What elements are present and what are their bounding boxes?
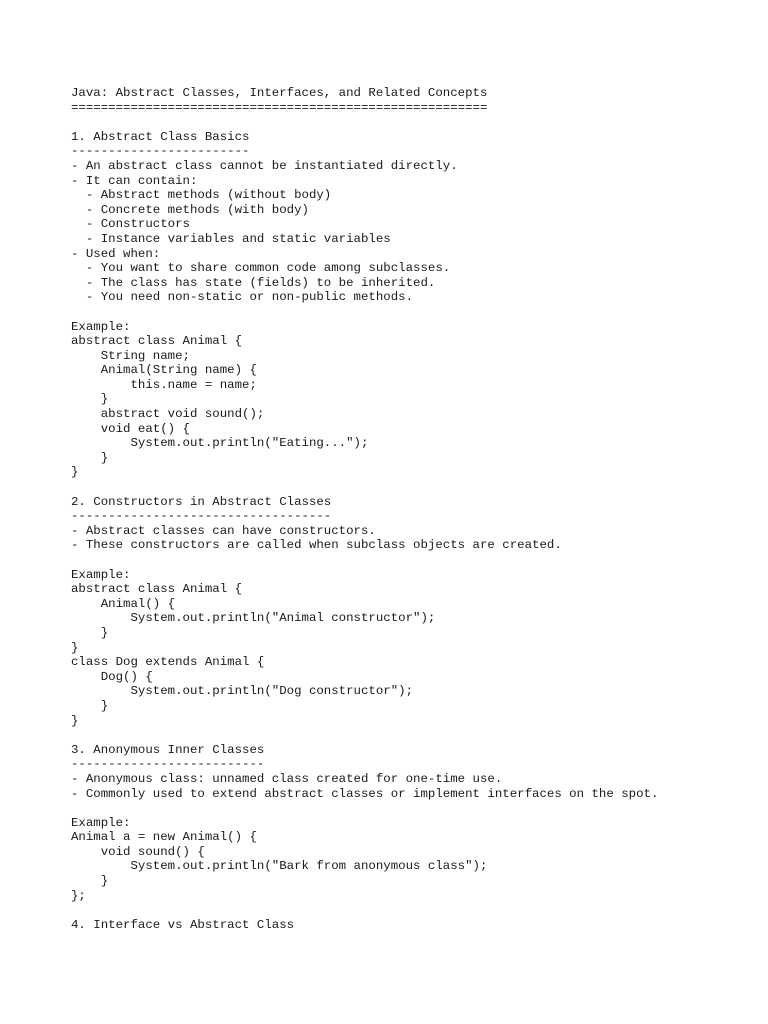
sub-bullet-line: - Concrete methods (with body) <box>71 202 309 217</box>
title-underline: ======================================================== <box>71 100 488 115</box>
example-label: Example: <box>71 319 131 334</box>
code-line: } <box>71 640 79 655</box>
bullet-line: - Commonly used to extend abstract classes or implement interfaces on the spot. <box>71 786 659 801</box>
section-heading-4: 4. Interface vs Abstract Class <box>71 917 295 932</box>
sub-bullet-line: - Instance variables and static variables <box>71 231 391 246</box>
document-title: Java: Abstract Classes, Interfaces, and Related Concepts <box>71 86 488 100</box>
blank-line <box>71 903 658 918</box>
section-underline-2: ----------------------------------- <box>71 509 332 524</box>
blank-line <box>71 553 658 568</box>
code-line: Animal a = new Animal() { <box>71 830 257 845</box>
code-line: void eat() { <box>71 421 190 436</box>
sub-bullet-line: - The class has state (fields) to be inherited. <box>71 275 436 290</box>
section-underline-3: -------------------------- <box>71 757 265 772</box>
sub-bullet-line: - You want to share common code among subclasses. <box>71 261 451 276</box>
bullet-line: - Used when: <box>71 246 161 261</box>
code-line: String name; <box>71 348 190 363</box>
bullet-line: - Abstract classes can have constructors. <box>71 523 376 538</box>
blank-line <box>71 801 658 816</box>
code-line: } <box>71 625 109 640</box>
code-line: abstract class Animal { <box>71 334 243 349</box>
code-line: System.out.println("Eating..."); <box>71 436 369 451</box>
section-heading-1: 1. Abstract Class Basics <box>71 129 250 144</box>
code-line: System.out.println("Dog constructor"); <box>71 684 414 699</box>
code-line: class Dog extends Animal { <box>71 655 265 670</box>
code-line: void sound() { <box>71 844 205 859</box>
example-label: Example: <box>71 567 131 582</box>
code-line: } <box>71 698 109 713</box>
code-line: System.out.println("Bark from anonymous class"); <box>71 859 488 874</box>
bullet-line: - Anonymous class: unnamed class created for one-time use. <box>71 771 503 786</box>
section-heading-3: 3. Anonymous Inner Classes <box>71 742 265 757</box>
bullet-line: - It can contain: <box>71 173 198 188</box>
code-line: }; <box>71 888 86 903</box>
section-heading-2: 2. Constructors in Abstract Classes <box>71 494 332 509</box>
example-label: Example: <box>71 815 131 830</box>
code-line: abstract class Animal { <box>71 582 243 597</box>
code-line: Dog() { <box>71 669 153 684</box>
code-line: this.name = name; <box>71 377 257 392</box>
code-line: } <box>71 450 109 465</box>
code-line: Animal(String name) { <box>71 363 257 378</box>
code-line: System.out.println("Animal constructor"); <box>71 611 436 626</box>
blank-line <box>71 115 658 130</box>
section-underline-1: ------------------------ <box>71 144 250 159</box>
bullet-line: - These constructors are called when subclass objects are created. <box>71 538 562 553</box>
code-line: } <box>71 465 79 480</box>
document-text <box>71 86 658 932</box>
blank-line <box>71 480 658 495</box>
code-line: abstract void sound(); <box>71 407 265 422</box>
sub-bullet-line: - Abstract methods (without body) <box>71 188 332 203</box>
blank-line <box>71 728 658 743</box>
blank-line <box>71 305 658 320</box>
code-line: } <box>71 713 79 728</box>
sub-bullet-line: - You need non-static or non-public methods. <box>71 290 414 305</box>
sub-bullet-line: - Constructors <box>71 217 190 232</box>
code-line: } <box>71 874 109 889</box>
code-line: } <box>71 392 109 407</box>
code-line: Animal() { <box>71 596 176 611</box>
bullet-line: - An abstract class cannot be instantiated directly. <box>71 158 458 173</box>
